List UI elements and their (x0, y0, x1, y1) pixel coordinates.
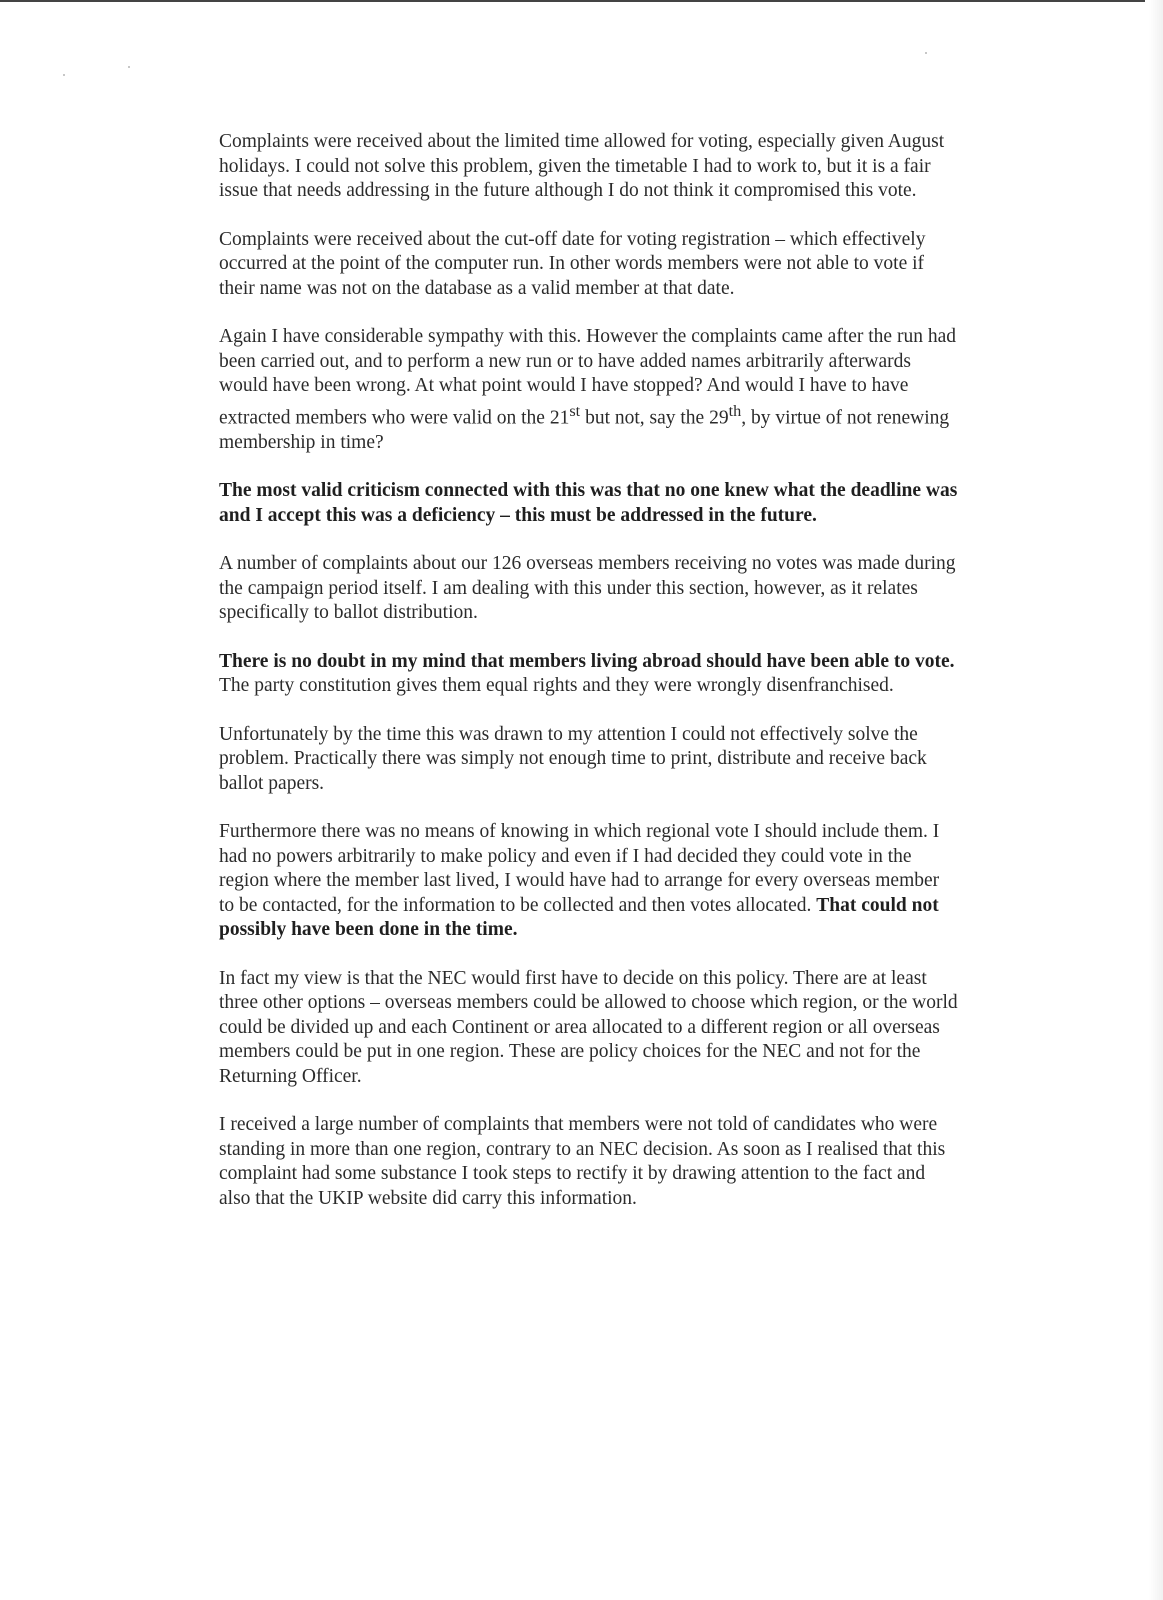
paragraph-nec-policy: In fact my view is that the NEC would first have to decide on this policy. There are at least three other options – overseas members could be allowed to choose which region, or the world could be divided up and each Continent or area allocated to a different region or all overseas members could be put in one region. These are policy choices for the NEC and not for the Returning Officer. (219, 967, 958, 1087)
scan-speck (925, 52, 927, 54)
paragraph-abroad-vote: There is no doubt in my mind that members living abroad should have been able to vote. The party constitution gives them equal rights and they were wrongly disenfranchised. (219, 650, 955, 696)
scan-speck (128, 66, 130, 68)
paragraph-sympathy: Again I have considerable sympathy with this. However the complaints came after the run had been carried out, and to perform a new run or to have added names arbitrarily afterwards would have been wrong. At what point would I have stopped? And would I have to have extracted members who were valid on the 21st but not, say the 29th, by virtue of not renewing membership in time? (219, 326, 956, 453)
paragraph-overseas-complaints: A number of complaints about our 126 overseas members receiving no votes was made during the campaign period itself. I am dealing with this under this section, however, as it relates specifically to ballot distribution. (219, 553, 956, 623)
paragraph-regional-vote: Furthermore there was no means of knowing in which regional vote I should include them. I had no powers arbitrarily to make policy and even if I had decided they could vote in the region where the member last lived, I would have had to arrange for every overseas member to be contacted, for the information to be collected and then votes allocated. That could not possibly have been done in the time. (219, 821, 940, 940)
scan-top-edge-line (0, 0, 1145, 2)
document-body (219, 130, 959, 1235)
scan-speck (63, 74, 65, 76)
paragraph-not-enough-time: Unfortunately by the time this was drawn to my attention I could not effectively solve the problem. Practically there was simply not enough time to print, distribute and receive back ballot papers. (219, 723, 927, 794)
paragraph-cutoff-date: Complaints were received about the cut-off date for voting registration – which effectively occurred at the point of the computer run. In other words members were not able to vote if their name was not on the database as a valid member at that date. (219, 228, 926, 299)
paragraph-deadline-criticism: The most valid criticism connected with this was that no one knew what the deadline was and I accept this was a deficiency – this must be addressed in the future. (219, 480, 958, 526)
scan-right-edge-shadow (1149, 0, 1163, 1600)
paragraph-candidates-regions: I received a large number of complaints that members were not told of candidates who were standing in more than one region, contrary to an NEC decision. As soon as I realised that this complaint had some substance I took steps to rectify it by drawing attention to the fact and also that the UKIP website did carry this information. (219, 1114, 946, 1209)
paragraph-voting-time: Complaints were received about the limited time allowed for voting, especially given August holidays. I could not solve this problem, given the timetable I had to work to, but it is a fair issue that needs addressing in the future although I do not think it compromised this vote. (219, 131, 945, 201)
